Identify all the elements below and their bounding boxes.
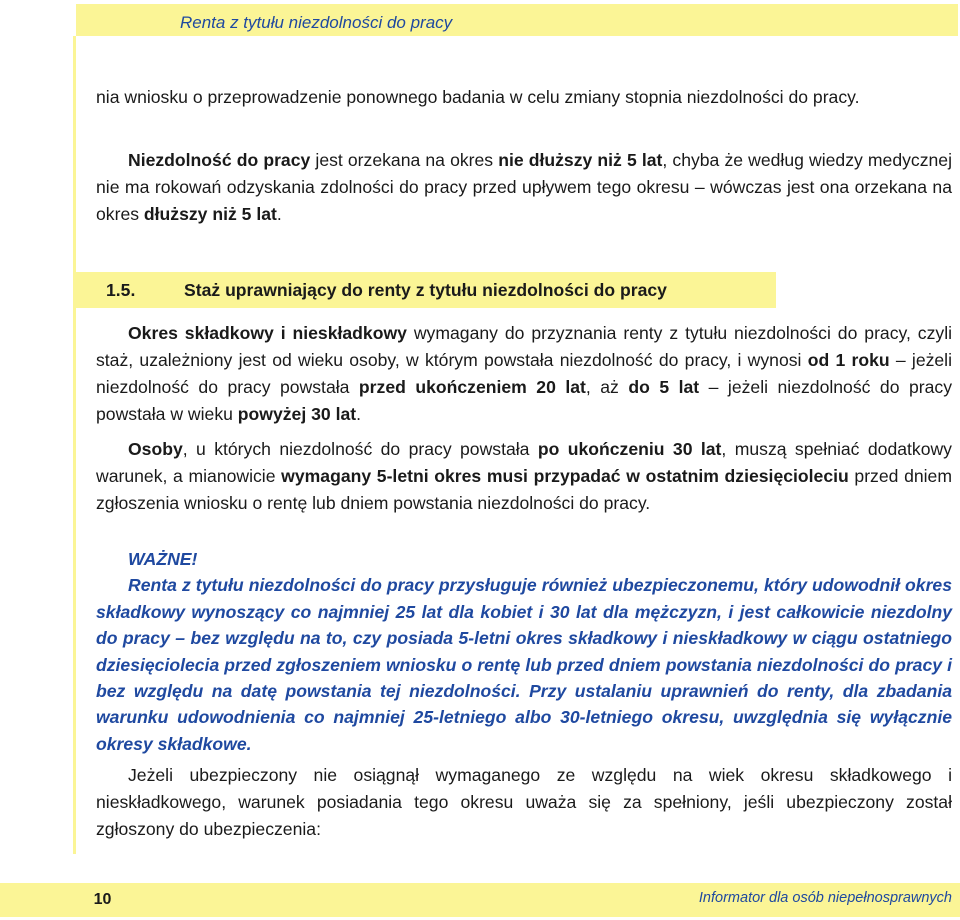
- section-number: 1.5.: [106, 280, 136, 300]
- section-title: Staż uprawniający do renty z tytułu niezdolności do pracy: [184, 280, 667, 300]
- section-heading: [76, 272, 776, 308]
- important-body: Renta z tytułu niezdolności do pracy przysługuje również ubezpieczonemu, który udowodnił okres składkowy wynoszący co najmniej 25 lat dla kobiet i 30 lat dla mężczyzn, i jest całkowicie niezdolny do pracy – bez względu na to, czy posiada 5-letni okres składkowy i nieskładkowy w ciągu ostatniego dziesięciolecia przed zgłoszeniem wniosku o rentę lub przed dniem powstania niezdolności do pracy i bez względu na datę powstania tej niezdolności.: [96, 575, 952, 702]
- running-header: [76, 4, 958, 36]
- running-header-title: Renta z tytułu niezdolności do pracy: [180, 13, 453, 32]
- page-number: 10: [76, 883, 129, 917]
- important-note: [96, 546, 952, 757]
- paragraph-after-30: Osoby, u których niezdolność do pracy powstała po ukończeniu 30 lat, muszą spełniać dodatkowy warunek, a mianowicie wymagany 5-letni okres musi przypadać w ostatnim dziesięcioleciu przed dniem zgłoszenia wniosku o rentę lub dniem powstania niezdolności do pracy.: [96, 439, 952, 513]
- important-rule: Przy ustalaniu uprawnień do renty, dla zbadania warunku udowodnienia co najmniej 25-letniego albo 30-letniego okresu, uwzględnia się wyłącznie okresy składkowe.: [96, 681, 952, 754]
- paragraph-duration: Niezdolność do pracy jest orzekana na okres nie dłuższy niż 5 lat, chyba że według wiedzy medycznej nie ma rokowań odzyskania zdolności do pracy przed upływem tego okresu – wówczas jest ona orzekana na okres dłuższy niż 5 lat.: [96, 150, 952, 224]
- footer-publication: Informator dla osób niepełnosprawnych: [698, 890, 952, 906]
- paragraph-contribution-period: Okres składkowy i nieskładkowy wymagany do przyznania renty z tytułu niezdolności do pracy, czyli staż, uzależniony jest od wieku osoby, w którym powstała niezdolność do pracy, i wynosi od 1 roku – jeżeli niezdolność do pracy powstała przed ukończeniem 20 lat, aż do 5 lat – jeżeli niezdolność do pracy powstała w wieku powyżej 30 lat.: [96, 323, 953, 424]
- side-rule: [73, 36, 76, 854]
- paragraph-continuation: nia wniosku o przeprowadzenie ponownego badania w celu zmiany stopnia niezdolności do pracy.: [96, 87, 860, 107]
- important-label: WAŻNE!: [128, 549, 198, 569]
- paragraph-insured: Jeżeli ubezpieczony nie osiągnął wymaganego ze względu na wiek okresu składkowego i nieskładkowego, warunek posiadania tego okresu uważa się za spełniony, jeśli ubezpieczony został zgłoszony do ubezpieczenia:: [96, 765, 952, 839]
